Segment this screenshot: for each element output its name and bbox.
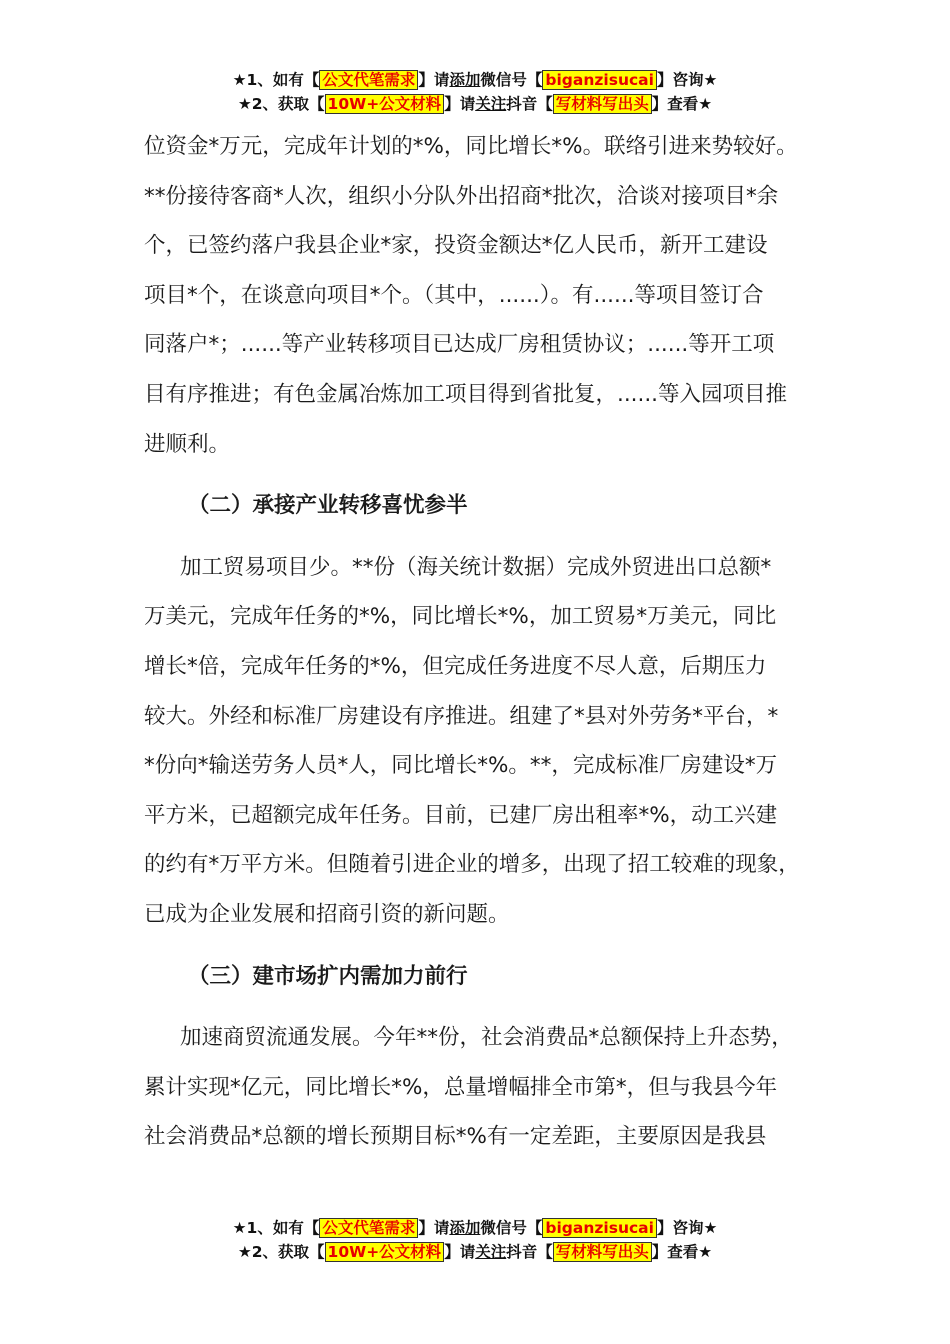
paragraph-2 [144, 543, 834, 940]
text-line: 加工贸易项目少。**份（海关统计数据）完成外贸进出口总额* [180, 554, 772, 580]
banner-line-2 [0, 92, 950, 116]
text-line: 较大。外经和标准厂房建设有序推进。组建了*县对外劳务*平台，* [144, 703, 779, 729]
banner-highlight: 写材料写出头 [553, 94, 652, 114]
text-line: 的约有*万平方米。但随着引进企业的增多，出现了招工较难的现象， [144, 852, 800, 878]
text-line: **份接待客商*人次，组织小分队外出招商*批次，洽谈对接项目*余 [144, 183, 779, 209]
banner-text: 】请 [418, 1219, 450, 1237]
banner-text: 抖音【 [506, 95, 553, 113]
document-body [144, 122, 834, 1162]
banner-text: 】查看★ [651, 1243, 713, 1261]
banner-text: ★1、如有【 [232, 71, 320, 89]
banner-highlight: 10W+公文材料 [325, 94, 445, 114]
banner-line-1 [0, 1216, 950, 1240]
banner-highlight: 10W+公文材料 [325, 1242, 445, 1262]
banner-text: 抖音【 [506, 1243, 553, 1261]
banner-underlined: 添加 [449, 1219, 481, 1237]
section-heading-2: （二）承接产业转移喜忧参半 [188, 493, 468, 519]
banner-text: ★2、获取【 [237, 1243, 325, 1261]
banner-text: 微信号【 [480, 1219, 543, 1237]
text-line: 项目*个，在谈意向项目*个。（其中，......）。有......等项目签订合 [144, 282, 764, 308]
text-line: 社会消费品*总额的增长预期目标*%有一定差距，主要原因是我县 [144, 1124, 767, 1150]
text-line: 个，已签约落户我县企业*家，投资金额达*亿人民币，新开工建设 [144, 233, 768, 259]
banner-text: 】咨询★ [656, 71, 718, 89]
text-line: 已成为企业发展和招商引资的新问题。 [144, 901, 510, 927]
banner-text: 微信号【 [480, 71, 543, 89]
banner-text: ★1、如有【 [232, 1219, 320, 1237]
banner-line-1 [0, 68, 950, 92]
banner-text: 】查看★ [651, 95, 713, 113]
text-line: *份向*输送劳务人员*人，同比增长*%。**，完成标准厂房建设*万 [144, 753, 778, 779]
banner-highlight: 公文代笔需求 [319, 70, 418, 90]
banner-underlined: 关注 [475, 1243, 507, 1261]
banner-highlight: 公文代笔需求 [319, 1218, 418, 1238]
text-line: 位资金*万元，完成年计划的*%，同比增长*%。联络引进来势较好。 [144, 134, 798, 159]
paragraph-3 [144, 1013, 834, 1162]
footer-banner [0, 1216, 950, 1264]
section-heading-3: （三）建市场扩内需加力前行 [188, 963, 468, 989]
text-line: 平方米，已超额完成年任务。目前，已建厂房出租率*%，动工兴建 [144, 802, 778, 828]
banner-text: 】请 [444, 1243, 476, 1261]
banner-text: ★2、获取【 [237, 95, 325, 113]
text-line: 增长*倍，完成年任务的*%，但完成任务进度不尽人意，后期压力 [144, 653, 767, 679]
banner-underlined: 关注 [475, 95, 507, 113]
banner-line-2 [0, 1240, 950, 1264]
text-line: 目有序推进；有色金属冶炼加工项目得到省批复，......等入园项目推 [144, 381, 788, 407]
banner-text: 】咨询★ [656, 1219, 718, 1237]
banner-highlight: biganzisucai [542, 1218, 657, 1238]
text-line: 进顺利。 [144, 431, 231, 457]
paragraph-1 [144, 122, 834, 469]
banner-underlined: 添加 [449, 71, 481, 89]
text-line: 累计实现*亿元，同比增长*%，总量增幅排全市第*，但与我县今年 [144, 1074, 778, 1100]
banner-text: 】请 [418, 71, 450, 89]
banner-highlight: biganzisucai [542, 70, 657, 90]
banner-text: 】请 [444, 95, 476, 113]
banner-highlight: 写材料写出头 [553, 1242, 652, 1262]
text-line: 万美元，完成年任务的*%，同比增长*%，加工贸易*万美元，同比 [144, 604, 777, 630]
header-banner [0, 68, 950, 116]
text-line: 同落户*；......等产业转移项目已达成厂房租赁协议；......等开工项 [144, 332, 775, 358]
text-line: 加速商贸流通发展。今年**份，社会消费品*总额保持上升态势， [180, 1025, 793, 1051]
